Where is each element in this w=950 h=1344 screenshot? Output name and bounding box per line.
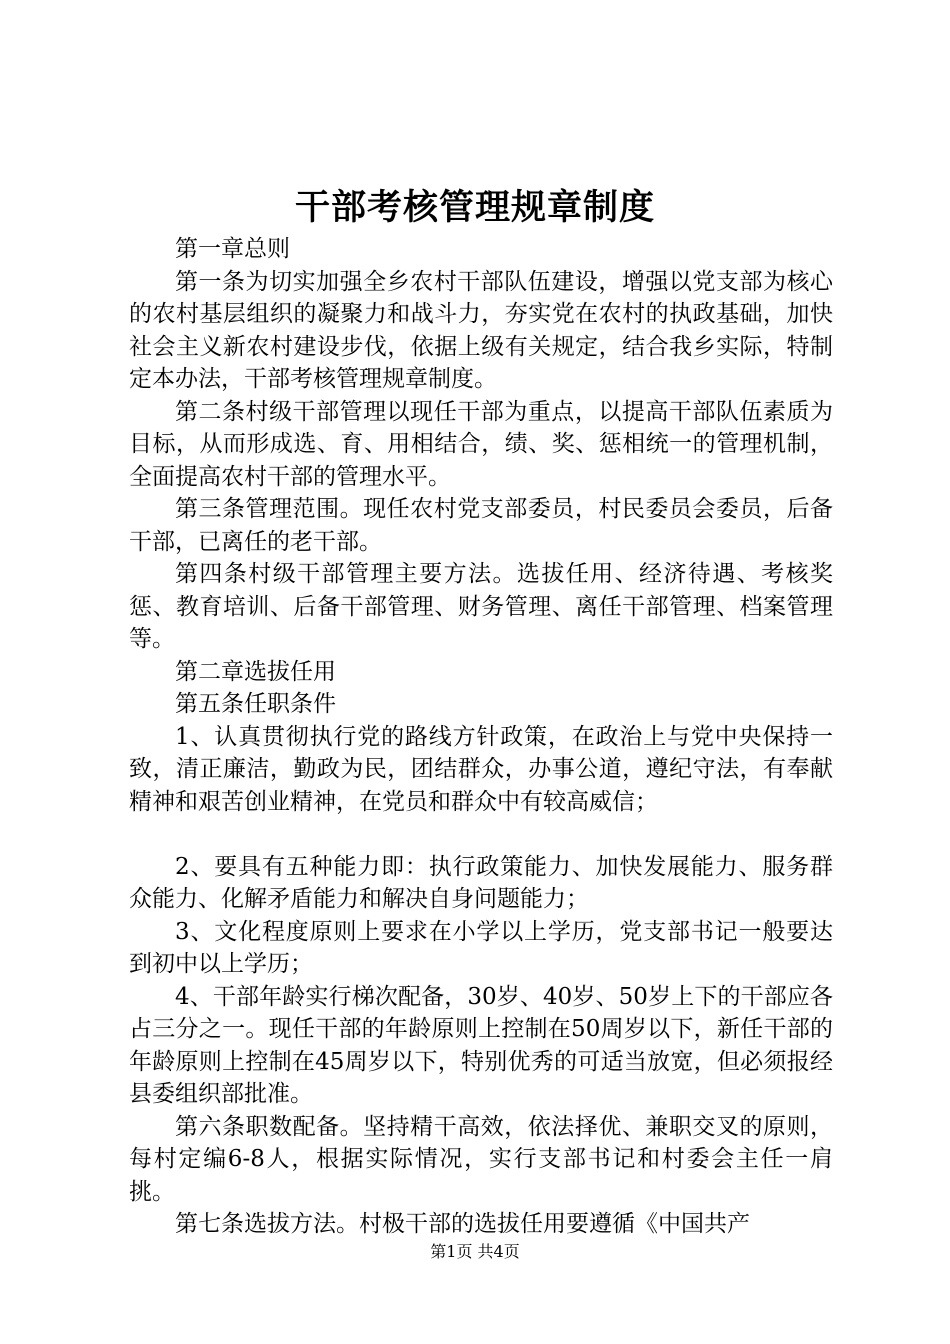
list-item: 4、干部年龄实行梯次配备，30岁、40岁、50岁上下的干部应各占三分之一。现任干部的年龄原则上控制在50周岁以下，新任干部的年龄原则上控制在45周岁以下，特别优秀的可适当放宽，但必须报经县委组织部批准。 — [129, 983, 833, 1107]
article-paragraph: 第五条任职条件 — [175, 691, 336, 717]
chapter-heading: 第一章总则 — [175, 236, 290, 262]
article-paragraph: 第七条选拔方法。村极干部的选拔任用要遵循《中国共产 — [175, 1211, 750, 1237]
list-item: 2、要具有五种能力即：执行政策能力、加快发展能力、服务群众能力、化解矛盾能力和解决自身问题能力； — [129, 853, 833, 912]
page-footer: 第1页 共4页 — [430, 1242, 520, 1261]
list-item: 1、认真贯彻执行党的路线方针政策，在政治上与党中央保持一致，清正廉洁，勤政为民，团结群众，办事公道，遵纪守法，有奉献精神和艰苦创业精神，在党员和群众中有较高威信； — [129, 723, 833, 815]
chapter-heading: 第二章选拔任用 — [175, 658, 336, 685]
document-title: 干部考核管理规章制度 — [294, 187, 655, 228]
list-item: 3、文化程度原则上要求在小学以上学历，党支部书记一般要达到初中以上学历； — [129, 918, 833, 977]
article-paragraph: 第六条职数配备。坚持精干高效，依法择优、兼职交叉的原则，每村定编6-8人，根据实际情况，实行支部书记和村委会主任一肩挑。 — [129, 1113, 833, 1205]
article-paragraph: 第二条村级干部管理以现任干部为重点，以提高干部队伍素质为目标，从而形成选、育、用相结合，绩、奖、惩相统一的管理机制，全面提高农村干部的管理水平。 — [129, 398, 833, 490]
article-paragraph: 第四条村级干部管理主要方法。选拔任用、经济待遇、考核奖惩、教育培训、后备干部管理、财务管理、离任干部管理、档案管理等。 — [129, 561, 833, 652]
document-body — [129, 233, 833, 1241]
article-paragraph: 第三条管理范围。现任农村党支部委员，村民委员会委员，后备干部，已离任的老干部。 — [129, 496, 833, 555]
article-paragraph: 第一条为切实加强全乡农村干部队伍建设，增强以党支部为核心的农村基层组织的凝聚力和战斗力，夯实党在农村的执政基础，加快社会主义新农村建设步伐，依据上级有关规定，结合我乡实际，特制定本办法，干部考核管理规章制度。 — [129, 268, 833, 392]
